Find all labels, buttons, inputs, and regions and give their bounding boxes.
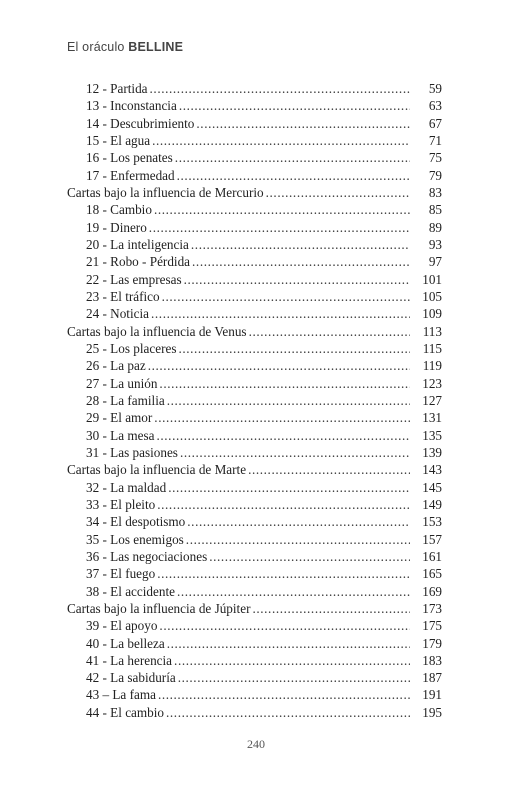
toc-entry xyxy=(67,409,442,426)
toc-entry xyxy=(67,201,442,218)
toc-entry-page: 83 xyxy=(428,184,442,200)
dot-leader xyxy=(150,80,410,97)
toc-entry xyxy=(67,357,442,374)
toc-entry-page: 93 xyxy=(428,236,442,252)
toc-entry-title: 33 - El pleito xyxy=(86,496,156,512)
toc-entry xyxy=(67,219,442,236)
toc-entry-title: 22 - Las empresas xyxy=(86,271,182,287)
dot-leader xyxy=(148,357,410,374)
toc-entry-title: 43 – La fama xyxy=(86,687,156,703)
toc-entry-page: 161 xyxy=(422,548,442,564)
toc-entry-title: 20 - La inteligencia xyxy=(86,236,189,252)
toc-entry-page: 79 xyxy=(428,167,442,183)
toc-entry xyxy=(67,97,442,114)
toc-entry xyxy=(67,496,442,513)
toc-entry xyxy=(67,479,442,496)
dot-leader xyxy=(149,219,410,236)
toc-section-heading xyxy=(67,184,442,201)
toc-section-heading xyxy=(67,600,442,617)
toc-entry-title: 13 - Inconstancia xyxy=(86,98,177,114)
dot-leader xyxy=(154,201,410,218)
toc-entry xyxy=(67,375,442,392)
toc-entry-title: 40 - La belleza xyxy=(86,635,165,651)
toc-entry-title: 17 - Enfermedad xyxy=(86,167,175,183)
dot-leader xyxy=(167,392,410,409)
toc-entry-page: 119 xyxy=(422,358,442,374)
toc-entry xyxy=(67,444,442,461)
dot-leader xyxy=(175,149,410,166)
toc-entry xyxy=(67,513,442,530)
dot-leader xyxy=(157,565,410,582)
dot-leader xyxy=(178,340,410,357)
dot-leader xyxy=(252,600,410,617)
toc-entry-page: 101 xyxy=(422,271,442,287)
toc-entry-page: 63 xyxy=(428,98,442,114)
toc-entry xyxy=(67,427,442,444)
toc-entry xyxy=(67,583,442,600)
toc-entry-page: 113 xyxy=(422,323,442,339)
toc-entry-title: 28 - La familia xyxy=(86,392,165,408)
toc-entry-title: 30 - La mesa xyxy=(86,427,155,443)
toc-entry xyxy=(67,115,442,132)
toc-entry-page: 183 xyxy=(422,652,442,668)
toc-entry xyxy=(67,635,442,652)
toc-entry-page: 139 xyxy=(422,444,442,460)
toc-entry-title: 27 - La unión xyxy=(86,375,158,391)
running-head xyxy=(67,40,183,54)
toc-entry-title: 16 - Los penates xyxy=(86,150,173,166)
toc-entry-page: 75 xyxy=(428,150,442,166)
toc-entry-page: 127 xyxy=(422,392,442,408)
toc-entry-title: 38 - El accidente xyxy=(86,583,175,599)
toc-entry-page: 157 xyxy=(422,531,442,547)
toc-entry-title: 25 - Los placeres xyxy=(86,340,177,356)
dot-leader xyxy=(151,305,410,322)
page-number: 240 xyxy=(247,737,265,751)
dot-leader xyxy=(156,427,410,444)
toc-entry xyxy=(67,669,442,686)
toc-entry-title: 15 - El agua xyxy=(86,132,151,148)
toc-entry-page: 195 xyxy=(422,704,442,720)
toc-entry-page: 123 xyxy=(422,375,442,391)
toc-section-heading xyxy=(67,323,442,340)
toc-entry-title: Cartas bajo la influencia de Mercurio xyxy=(67,184,264,200)
toc-section-heading xyxy=(67,461,442,478)
dot-leader xyxy=(178,669,410,686)
toc-entry-title: 12 - Partida xyxy=(86,81,148,96)
toc-entry-page: 169 xyxy=(422,583,442,599)
toc-entry-title: 35 - Los enemigos xyxy=(86,531,184,547)
dot-leader xyxy=(157,496,410,513)
table-of-contents xyxy=(67,80,442,721)
toc-entry-page: 115 xyxy=(422,340,442,356)
dot-leader xyxy=(209,548,410,565)
toc-entry-page: 131 xyxy=(422,410,442,426)
toc-entry xyxy=(67,167,442,184)
toc-entry-page: 67 xyxy=(428,115,442,131)
toc-entry-page: 187 xyxy=(422,670,442,686)
toc-entry-page: 97 xyxy=(428,254,442,270)
dot-leader xyxy=(166,704,410,721)
toc-entry xyxy=(67,652,442,669)
toc-entry xyxy=(67,80,442,97)
toc-entry-title: Cartas bajo la influencia de Júpiter xyxy=(67,600,251,616)
dot-leader xyxy=(168,479,410,496)
book-title-name: BELLINE xyxy=(128,40,184,54)
toc-entry-title: 44 - El cambio xyxy=(86,704,165,720)
dot-leader xyxy=(192,253,410,270)
toc-entry-page: 191 xyxy=(422,687,442,703)
toc-entry-page: 105 xyxy=(422,288,442,304)
dot-leader xyxy=(191,236,410,253)
toc-entry-title: 21 - Robo - Pérdida xyxy=(86,254,191,270)
toc-entry xyxy=(67,392,442,409)
book-title-prefix: El oráculo xyxy=(67,40,125,54)
toc-entry-title: 39 - El apoyo xyxy=(86,618,158,634)
toc-entry xyxy=(67,288,442,305)
dot-leader xyxy=(154,409,410,426)
toc-entry xyxy=(67,305,442,322)
dot-leader xyxy=(248,461,410,478)
toc-entry-title: 19 - Dinero xyxy=(86,219,147,235)
toc-entry xyxy=(67,548,442,565)
toc-entry-page: 89 xyxy=(428,219,442,235)
toc-entry-title: 18 - Cambio xyxy=(86,202,152,218)
toc-entry-title: 41 - La herencia xyxy=(86,652,173,668)
toc-entry-title: 23 - El tráfico xyxy=(86,288,160,304)
toc-entry xyxy=(67,704,442,721)
toc-entry-page: 149 xyxy=(422,496,442,512)
dot-leader xyxy=(152,132,410,149)
toc-entry-title: Cartas bajo la influencia de Marte xyxy=(67,462,247,478)
toc-entry-title: 29 - El amor xyxy=(86,410,153,426)
dot-leader xyxy=(249,323,410,340)
toc-entry-title: 42 - La sabiduría xyxy=(86,670,176,686)
dot-leader xyxy=(196,115,410,132)
dot-leader xyxy=(179,97,410,114)
toc-entry-page: 165 xyxy=(422,566,442,582)
dot-leader xyxy=(174,652,410,669)
dot-leader xyxy=(180,444,410,461)
dot-leader xyxy=(158,686,410,703)
toc-entry-page: 135 xyxy=(422,427,442,443)
dot-leader xyxy=(159,617,410,634)
toc-entry-page: 175 xyxy=(422,618,442,634)
toc-entry-title: 36 - Las negociaciones xyxy=(86,548,208,564)
toc-entry xyxy=(67,236,442,253)
dot-leader xyxy=(266,184,410,201)
toc-entry-page: 173 xyxy=(422,600,442,616)
toc-entry-page: 145 xyxy=(422,479,442,495)
toc-entry xyxy=(67,617,442,634)
toc-entry xyxy=(67,253,442,270)
toc-entry xyxy=(67,565,442,582)
toc-entry-page: 153 xyxy=(422,514,442,530)
toc-entry xyxy=(67,132,442,149)
toc-entry-title: 34 - El despotismo xyxy=(86,514,186,530)
dot-leader xyxy=(184,271,410,288)
toc-entry-page: 143 xyxy=(422,462,442,478)
toc-entry-title: 14 - Descubrimiento xyxy=(86,115,195,131)
toc-entry xyxy=(67,686,442,703)
toc-entry-page: 179 xyxy=(422,635,442,651)
toc-entry-title: Cartas bajo la influencia de Venus xyxy=(67,323,247,339)
toc-entry xyxy=(67,531,442,548)
dot-leader xyxy=(187,513,410,530)
dot-leader xyxy=(186,531,410,548)
toc-entry-title: 31 - Las pasiones xyxy=(86,444,178,460)
toc-entry xyxy=(67,271,442,288)
toc-entry-page: 59 xyxy=(428,81,442,96)
toc-entry xyxy=(67,149,442,166)
toc-entry-title: 32 - La maldad xyxy=(86,479,167,495)
dot-leader xyxy=(159,375,410,392)
toc-entry-title: 26 - La paz xyxy=(86,358,146,374)
dot-leader xyxy=(177,583,410,600)
toc-entry-page: 71 xyxy=(428,132,442,148)
dot-leader xyxy=(167,635,410,652)
dot-leader xyxy=(162,288,410,305)
toc-entry xyxy=(67,340,442,357)
toc-entry-title: 24 - Noticia xyxy=(86,306,149,322)
dot-leader xyxy=(177,167,410,184)
toc-entry-page: 109 xyxy=(422,306,442,322)
toc-entry-title: 37 - El fuego xyxy=(86,566,156,582)
toc-entry-page: 85 xyxy=(428,202,442,218)
